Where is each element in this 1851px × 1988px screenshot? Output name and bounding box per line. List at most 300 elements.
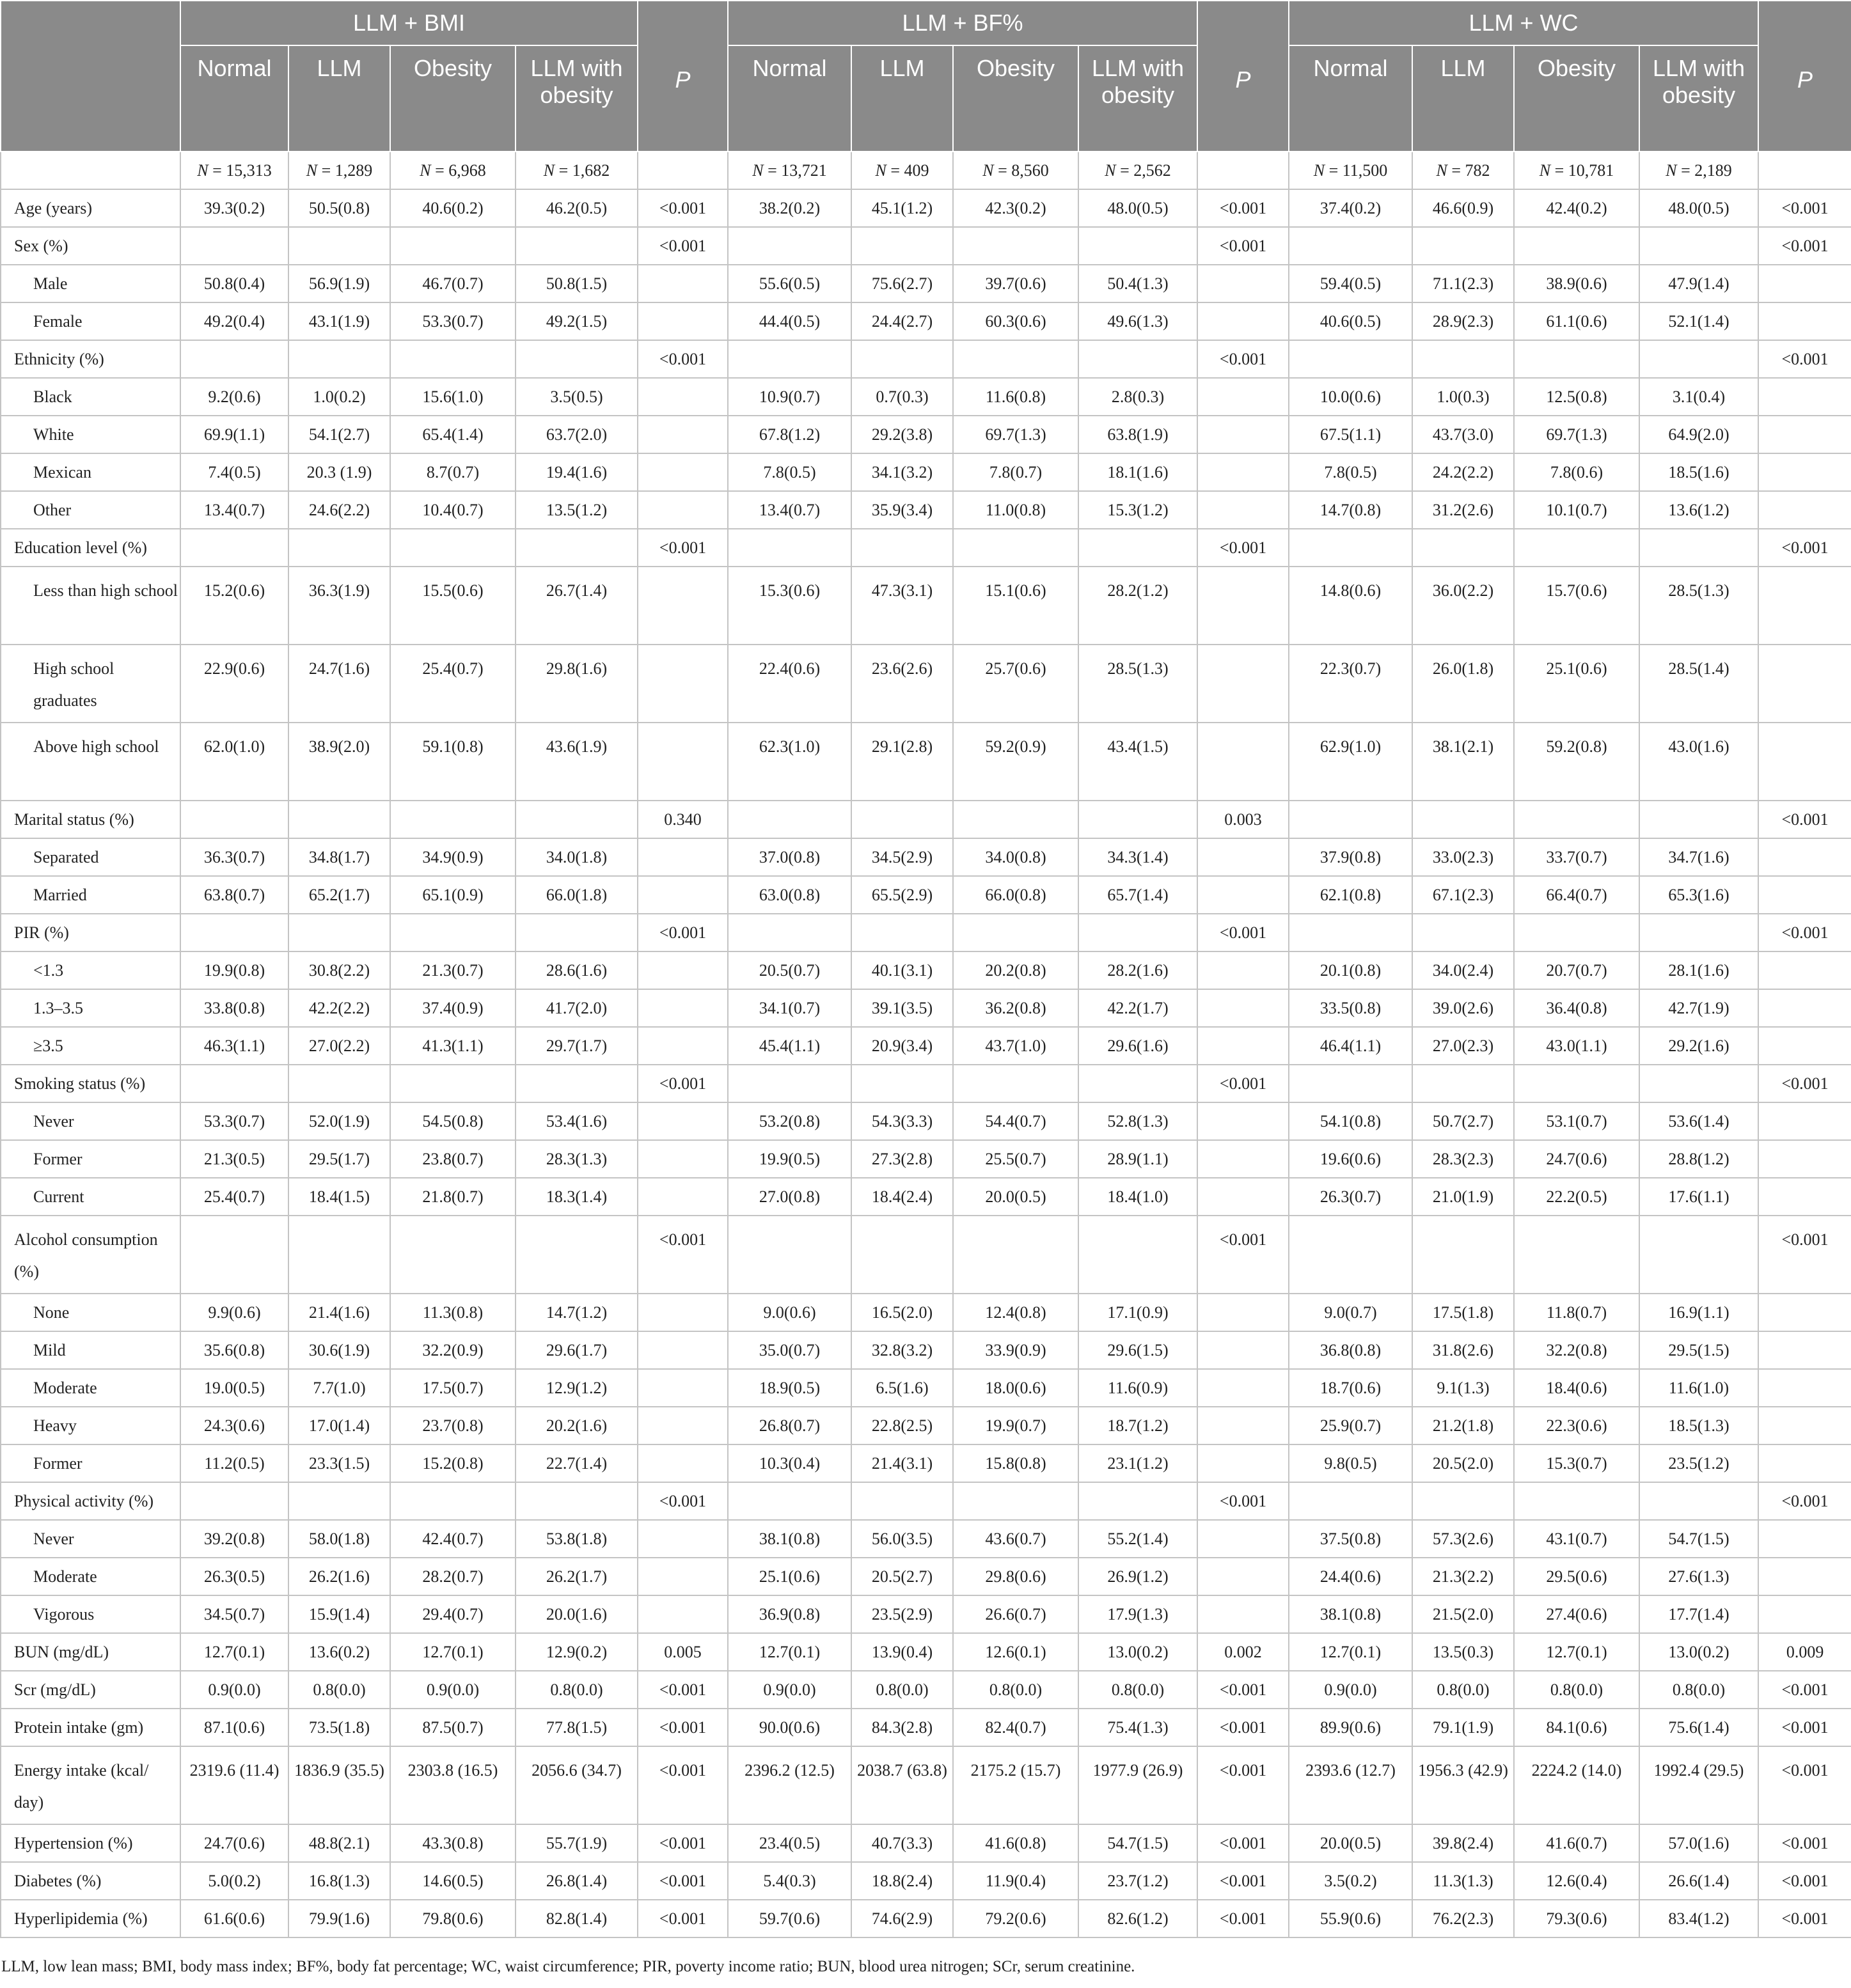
equals-sign: = — [1676, 160, 1695, 180]
value-cell: 21.5(2.0) — [1412, 1595, 1514, 1633]
value-cell: 39.3(0.2) — [180, 189, 288, 227]
value-cell: 46.6(0.9) — [1412, 189, 1514, 227]
p-value-cell: <0.001 — [1197, 529, 1289, 567]
value-cell: 10.4(0.7) — [390, 491, 516, 529]
row-label: Never — [1, 1102, 180, 1140]
value-cell: 13.6(0.2) — [288, 1633, 390, 1671]
row-label: Female — [1, 302, 180, 340]
sample-size-cell — [851, 152, 953, 189]
n-symbol: N — [1666, 160, 1677, 180]
value-cell: 18.4(0.6) — [1514, 1369, 1639, 1407]
value-cell: 0.9(0.0) — [390, 1671, 516, 1709]
p-value-cell — [1197, 152, 1289, 189]
value-cell: 23.8(0.7) — [390, 1140, 516, 1178]
table-row — [1, 189, 1851, 227]
value-cell: 0.8(0.0) — [1412, 1671, 1514, 1709]
value-cell — [1412, 1216, 1514, 1294]
value-cell: 45.1(1.2) — [851, 189, 953, 227]
value-cell: 34.0(2.4) — [1412, 951, 1514, 989]
value-cell: 36.2(0.8) — [953, 989, 1078, 1027]
value-cell: 12.6(0.4) — [1514, 1862, 1639, 1900]
p-value-cell: <0.001 — [1758, 1900, 1851, 1937]
table-row — [1, 1862, 1851, 1900]
value-cell: 43.0(1.1) — [1514, 1027, 1639, 1065]
value-cell — [1639, 801, 1758, 838]
table-row — [1, 302, 1851, 340]
equals-sign: = — [555, 160, 572, 180]
value-cell: 0.9(0.0) — [180, 1671, 288, 1709]
table-row — [1, 1595, 1851, 1633]
p-value-cell — [1197, 1407, 1289, 1444]
value-cell: 42.4(0.2) — [1514, 189, 1639, 227]
table-row — [1, 1671, 1851, 1709]
value-cell: 65.2(1.7) — [288, 876, 390, 914]
p-value-cell — [638, 302, 728, 340]
value-cell: 34.3(1.4) — [1078, 838, 1197, 876]
value-cell: 0.8(0.0) — [1514, 1671, 1639, 1709]
table-row — [1, 645, 1851, 723]
value-cell: 7.8(0.7) — [953, 453, 1078, 491]
value-cell — [288, 1216, 390, 1294]
subcol-llm: LLM — [288, 45, 390, 152]
value-cell — [516, 227, 638, 265]
value-cell — [390, 340, 516, 378]
p-value-cell — [1197, 1294, 1289, 1331]
value-cell: 65.7(1.4) — [1078, 876, 1197, 914]
table-header — [1, 1, 1851, 152]
value-cell: 8.7(0.7) — [390, 453, 516, 491]
value-cell: 21.3(0.5) — [180, 1140, 288, 1178]
p-value-cell: <0.001 — [1197, 1065, 1289, 1102]
value-cell: 29.1(2.8) — [851, 723, 953, 801]
table-row — [1, 1294, 1851, 1331]
value-cell: 52.1(1.4) — [1639, 302, 1758, 340]
value-cell: 69.9(1.1) — [180, 416, 288, 453]
value-cell — [1514, 1482, 1639, 1520]
value-cell: 50.8(0.4) — [180, 265, 288, 302]
p-value-cell — [1197, 453, 1289, 491]
value-cell: 62.3(1.0) — [728, 723, 851, 801]
value-cell — [1514, 1065, 1639, 1102]
value-cell — [728, 1482, 851, 1520]
row-label: Married — [1, 876, 180, 914]
value-cell: 44.4(0.5) — [728, 302, 851, 340]
p-value-cell — [638, 1331, 728, 1369]
value-cell — [180, 1216, 288, 1294]
value-cell: 0.8(0.0) — [953, 1671, 1078, 1709]
value-cell: 38.1(0.8) — [1289, 1595, 1412, 1633]
value-cell — [953, 801, 1078, 838]
value-cell: 82.6(1.2) — [1078, 1900, 1197, 1937]
value-cell: 9.0(0.7) — [1289, 1294, 1412, 1331]
value-cell: 17.0(1.4) — [288, 1407, 390, 1444]
table-row — [1, 989, 1851, 1027]
value-cell — [851, 227, 953, 265]
value-cell: 35.9(3.4) — [851, 491, 953, 529]
value-cell: 14.6(0.5) — [390, 1862, 516, 1900]
p-value-cell: <0.001 — [638, 529, 728, 567]
value-cell: 15.1(0.6) — [953, 567, 1078, 645]
value-cell: 18.8(2.4) — [851, 1862, 953, 1900]
p-value-cell: 0.005 — [638, 1633, 728, 1671]
table-row — [1, 1633, 1851, 1671]
value-cell: 33.8(0.8) — [180, 989, 288, 1027]
value-cell — [851, 1065, 953, 1102]
p-value-cell: <0.001 — [1758, 227, 1851, 265]
p-value-cell — [1197, 1520, 1289, 1558]
equals-sign: = — [1115, 160, 1134, 180]
value-cell: 37.5(0.8) — [1289, 1520, 1412, 1558]
value-cell: 36.8(0.8) — [1289, 1331, 1412, 1369]
value-cell: 1.0(0.3) — [1412, 378, 1514, 416]
value-cell: 28.9(2.3) — [1412, 302, 1514, 340]
value-cell: 23.6(2.6) — [851, 645, 953, 723]
sample-size-cell — [180, 152, 288, 189]
row-label: White — [1, 416, 180, 453]
table-row — [1, 1178, 1851, 1216]
p-value-cell — [1197, 1102, 1289, 1140]
value-cell — [1639, 340, 1758, 378]
p-value-cell — [638, 567, 728, 645]
value-cell: 28.5(1.3) — [1639, 567, 1758, 645]
value-cell: 18.3(1.4) — [516, 1178, 638, 1216]
value-cell: 31.8(2.6) — [1412, 1331, 1514, 1369]
value-cell — [1289, 1216, 1412, 1294]
value-cell — [1078, 529, 1197, 567]
value-cell: 12.7(0.1) — [1289, 1633, 1412, 1671]
value-cell: 55.7(1.9) — [516, 1824, 638, 1862]
value-cell — [1289, 801, 1412, 838]
table-row — [1, 152, 1851, 189]
table-row — [1, 1102, 1851, 1140]
p-value-cell — [1197, 951, 1289, 989]
value-cell: 59.7(0.6) — [728, 1900, 851, 1937]
value-cell: 66.0(0.8) — [953, 876, 1078, 914]
subcol-obesity: Obesity — [953, 45, 1078, 152]
value-cell — [1514, 529, 1639, 567]
subcol-normal: Normal — [1289, 45, 1412, 152]
value-cell: 12.5(0.8) — [1514, 378, 1639, 416]
value-cell: 43.6(1.9) — [516, 723, 638, 801]
value-cell: 39.8(2.4) — [1412, 1824, 1514, 1862]
value-cell — [390, 227, 516, 265]
value-cell: 6.5(1.6) — [851, 1369, 953, 1407]
p-value-cell — [1758, 723, 1851, 801]
value-cell: 47.3(3.1) — [851, 567, 953, 645]
value-cell: 17.7(1.4) — [1639, 1595, 1758, 1633]
row-label: Hypertension (%) — [1, 1824, 180, 1862]
table-row — [1, 1482, 1851, 1520]
value-cell: 31.2(2.6) — [1412, 491, 1514, 529]
value-cell: 9.8(0.5) — [1289, 1444, 1412, 1482]
value-cell: 21.0(1.9) — [1412, 1178, 1514, 1216]
sample-size-cell — [1289, 152, 1412, 189]
value-cell: 15.2(0.6) — [180, 567, 288, 645]
value-cell: 36.3(1.9) — [288, 567, 390, 645]
value-cell: 79.1(1.9) — [1412, 1709, 1514, 1746]
value-cell: 30.6(1.9) — [288, 1331, 390, 1369]
value-cell: 38.1(0.8) — [728, 1520, 851, 1558]
p-value-cell — [638, 1595, 728, 1633]
row-label: Above high school — [1, 723, 180, 801]
p-value-cell — [1758, 876, 1851, 914]
value-cell: 43.7(3.0) — [1412, 416, 1514, 453]
value-cell — [180, 227, 288, 265]
value-cell: 35.6(0.8) — [180, 1331, 288, 1369]
p-value-cell: <0.001 — [1758, 529, 1851, 567]
value-cell: 11.8(0.7) — [1514, 1294, 1639, 1331]
value-cell: 24.3(0.6) — [180, 1407, 288, 1444]
value-cell: 75.6(1.4) — [1639, 1709, 1758, 1746]
sample-size-value: 10,781 — [1568, 160, 1614, 180]
p-value-cell — [638, 951, 728, 989]
table-row — [1, 1520, 1851, 1558]
p-value-cell: <0.001 — [638, 340, 728, 378]
value-cell: 17.5(1.8) — [1412, 1294, 1514, 1331]
value-cell: 13.5(1.2) — [516, 491, 638, 529]
value-cell: 13.0(0.2) — [1078, 1633, 1197, 1671]
value-cell: 26.8(1.4) — [516, 1862, 638, 1900]
value-cell: 25.5(0.7) — [953, 1140, 1078, 1178]
value-cell: 84.3(2.8) — [851, 1709, 953, 1746]
value-cell: 18.4(2.4) — [851, 1178, 953, 1216]
row-label: Protein intake (gm) — [1, 1709, 180, 1746]
value-cell: 56.0(3.5) — [851, 1520, 953, 1558]
value-cell: 56.9(1.9) — [288, 265, 390, 302]
value-cell: 59.1(0.8) — [390, 723, 516, 801]
value-cell: 17.1(0.9) — [1078, 1294, 1197, 1331]
value-cell: 11.9(0.4) — [953, 1862, 1078, 1900]
p-value-cell: 0.009 — [1758, 1633, 1851, 1671]
value-cell: 57.0(1.6) — [1639, 1824, 1758, 1862]
p-value-cell — [638, 1520, 728, 1558]
value-cell: 75.6(2.7) — [851, 265, 953, 302]
value-cell: 46.4(1.1) — [1289, 1027, 1412, 1065]
value-cell: 49.6(1.3) — [1078, 302, 1197, 340]
p-value-cell — [1758, 1027, 1851, 1065]
value-cell — [1078, 801, 1197, 838]
subcol-llm-with-obesity: LLM with obesity — [1078, 45, 1197, 152]
value-cell: 29.8(1.6) — [516, 645, 638, 723]
value-cell: 29.6(1.6) — [1078, 1027, 1197, 1065]
table-row — [1, 340, 1851, 378]
value-cell: 48.8(2.1) — [288, 1824, 390, 1862]
value-cell: 29.7(1.7) — [516, 1027, 638, 1065]
value-cell: 43.0(1.6) — [1639, 723, 1758, 801]
p-value-cell — [1197, 876, 1289, 914]
p-value-cell — [1758, 378, 1851, 416]
value-cell: 79.3(0.6) — [1514, 1900, 1639, 1937]
value-cell — [1412, 1482, 1514, 1520]
value-cell: 39.7(0.6) — [953, 265, 1078, 302]
value-cell: 18.7(1.2) — [1078, 1407, 1197, 1444]
p-value-cell — [1758, 1558, 1851, 1595]
p-value-cell — [1197, 302, 1289, 340]
p-value-cell — [1197, 1558, 1289, 1595]
value-cell: 19.9(0.7) — [953, 1407, 1078, 1444]
value-cell: 41.6(0.7) — [1514, 1824, 1639, 1862]
p-value-cell — [1758, 1595, 1851, 1633]
value-cell: 89.9(0.6) — [1289, 1709, 1412, 1746]
value-cell: 15.9(1.4) — [288, 1595, 390, 1633]
p-value-cell — [1197, 1027, 1289, 1065]
value-cell: 29.5(1.7) — [288, 1140, 390, 1178]
value-cell: 24.6(2.2) — [288, 491, 390, 529]
value-cell: 2303.8 (16.5) — [390, 1746, 516, 1824]
value-cell — [1412, 801, 1514, 838]
sample-size-value: 409 — [904, 160, 929, 180]
value-cell: 24.7(0.6) — [1514, 1140, 1639, 1178]
sample-size-value: 782 — [1465, 160, 1490, 180]
table-row — [1, 951, 1851, 989]
value-cell: 18.0(0.6) — [953, 1369, 1078, 1407]
value-cell: 29.6(1.7) — [516, 1331, 638, 1369]
group-title-bmi: LLM + BMI — [180, 1, 638, 45]
value-cell: 20.2(0.8) — [953, 951, 1078, 989]
value-cell: 40.1(3.1) — [851, 951, 953, 989]
value-cell: 42.4(0.7) — [390, 1520, 516, 1558]
p-value-cell: <0.001 — [1197, 340, 1289, 378]
p-value-cell: <0.001 — [638, 1746, 728, 1824]
value-cell: 9.0(0.6) — [728, 1294, 851, 1331]
value-cell: 34.1(3.2) — [851, 453, 953, 491]
value-cell: 26.8(0.7) — [728, 1407, 851, 1444]
value-cell: 7.8(0.5) — [728, 453, 851, 491]
value-cell: 3.5(0.5) — [516, 378, 638, 416]
p-header-bmi: P — [638, 1, 728, 152]
n-symbol: N — [875, 160, 886, 180]
value-cell: 52.0(1.9) — [288, 1102, 390, 1140]
p-value-cell — [1197, 265, 1289, 302]
equals-sign: = — [1447, 160, 1465, 180]
value-cell: 37.9(0.8) — [1289, 838, 1412, 876]
value-cell — [390, 1216, 516, 1294]
value-cell: 62.0(1.0) — [180, 723, 288, 801]
subcol-llm: LLM — [851, 45, 953, 152]
table-row — [1, 801, 1851, 838]
value-cell: 34.0(1.8) — [516, 838, 638, 876]
value-cell: 67.5(1.1) — [1289, 416, 1412, 453]
p-value-cell — [638, 416, 728, 453]
value-cell: 50.4(1.3) — [1078, 265, 1197, 302]
value-cell: 49.2(1.5) — [516, 302, 638, 340]
p-value-cell — [1197, 989, 1289, 1027]
value-cell — [1514, 227, 1639, 265]
value-cell — [288, 227, 390, 265]
value-cell — [180, 529, 288, 567]
value-cell: 18.5(1.6) — [1639, 453, 1758, 491]
table-row — [1, 876, 1851, 914]
sample-size-cell — [288, 152, 390, 189]
row-label: ≥3.5 — [1, 1027, 180, 1065]
value-cell: 33.9(0.9) — [953, 1331, 1078, 1369]
value-cell: 39.1(3.5) — [851, 989, 953, 1027]
value-cell: 39.0(2.6) — [1412, 989, 1514, 1027]
value-cell: 17.5(0.7) — [390, 1369, 516, 1407]
value-cell: 28.2(1.2) — [1078, 567, 1197, 645]
value-cell: 74.6(2.9) — [851, 1900, 953, 1937]
table-row — [1, 529, 1851, 567]
value-cell: 10.3(0.4) — [728, 1444, 851, 1482]
value-cell: 26.7(1.4) — [516, 567, 638, 645]
value-cell — [180, 801, 288, 838]
value-cell: 50.8(1.5) — [516, 265, 638, 302]
equals-sign: = — [1325, 160, 1343, 180]
value-cell — [728, 801, 851, 838]
n-symbol: N — [982, 160, 994, 180]
value-cell: 0.7(0.3) — [851, 378, 953, 416]
value-cell: 53.3(0.7) — [390, 302, 516, 340]
p-value-cell — [1758, 989, 1851, 1027]
n-symbol: N — [752, 160, 764, 180]
value-cell: 50.7(2.7) — [1412, 1102, 1514, 1140]
p-value-cell: <0.001 — [638, 1482, 728, 1520]
value-cell: 28.3(2.3) — [1412, 1140, 1514, 1178]
value-cell: 33.0(2.3) — [1412, 838, 1514, 876]
value-cell: 54.5(0.8) — [390, 1102, 516, 1140]
value-cell: 2038.7 (63.8) — [851, 1746, 953, 1824]
value-cell: 20.5(2.0) — [1412, 1444, 1514, 1482]
value-cell: 16.5(2.0) — [851, 1294, 953, 1331]
value-cell: 18.7(0.6) — [1289, 1369, 1412, 1407]
value-cell: 54.4(0.7) — [953, 1102, 1078, 1140]
value-cell: 71.1(2.3) — [1412, 265, 1514, 302]
value-cell: 26.3(0.5) — [180, 1558, 288, 1595]
value-cell — [1639, 1482, 1758, 1520]
p-value-cell — [1758, 1331, 1851, 1369]
row-label: Mild — [1, 1331, 180, 1369]
value-cell: 77.8(1.5) — [516, 1709, 638, 1746]
row-label: Former — [1, 1444, 180, 1482]
row-label: BUN (mg/dL) — [1, 1633, 180, 1671]
p-value-cell: <0.001 — [1758, 1862, 1851, 1900]
value-cell — [390, 1482, 516, 1520]
value-cell — [1514, 914, 1639, 951]
row-label: Current — [1, 1178, 180, 1216]
value-cell: 1977.9 (26.9) — [1078, 1746, 1197, 1824]
p-value-cell: <0.001 — [638, 1065, 728, 1102]
table-row — [1, 1407, 1851, 1444]
value-cell: 23.7(1.2) — [1078, 1862, 1197, 1900]
value-cell: 32.2(0.8) — [1514, 1331, 1639, 1369]
n-symbol: N — [306, 160, 318, 180]
value-cell: 79.8(0.6) — [390, 1900, 516, 1937]
value-cell: 42.3(0.2) — [953, 189, 1078, 227]
value-cell — [1639, 1216, 1758, 1294]
n-symbol: N — [420, 160, 431, 180]
value-cell: 43.4(1.5) — [1078, 723, 1197, 801]
table-row — [1, 378, 1851, 416]
header-subcolumn-row — [1, 45, 1851, 152]
value-cell: 22.8(2.5) — [851, 1407, 953, 1444]
value-cell: 22.9(0.6) — [180, 645, 288, 723]
value-cell: 84.1(0.6) — [1514, 1709, 1639, 1746]
p-value-cell: <0.001 — [638, 1216, 728, 1294]
p-value-cell: <0.001 — [638, 1671, 728, 1709]
p-value-cell — [1197, 1178, 1289, 1216]
value-cell: 83.4(1.2) — [1639, 1900, 1758, 1937]
value-cell: 7.4(0.5) — [180, 453, 288, 491]
value-cell: 32.2(0.9) — [390, 1331, 516, 1369]
value-cell: 23.1(1.2) — [1078, 1444, 1197, 1482]
value-cell — [288, 914, 390, 951]
p-value-cell — [638, 378, 728, 416]
value-cell: 15.7(0.6) — [1514, 567, 1639, 645]
n-symbol: N — [1539, 160, 1551, 180]
value-cell: 47.9(1.4) — [1639, 265, 1758, 302]
value-cell: 65.5(2.9) — [851, 876, 953, 914]
p-value-cell: 0.340 — [638, 801, 728, 838]
